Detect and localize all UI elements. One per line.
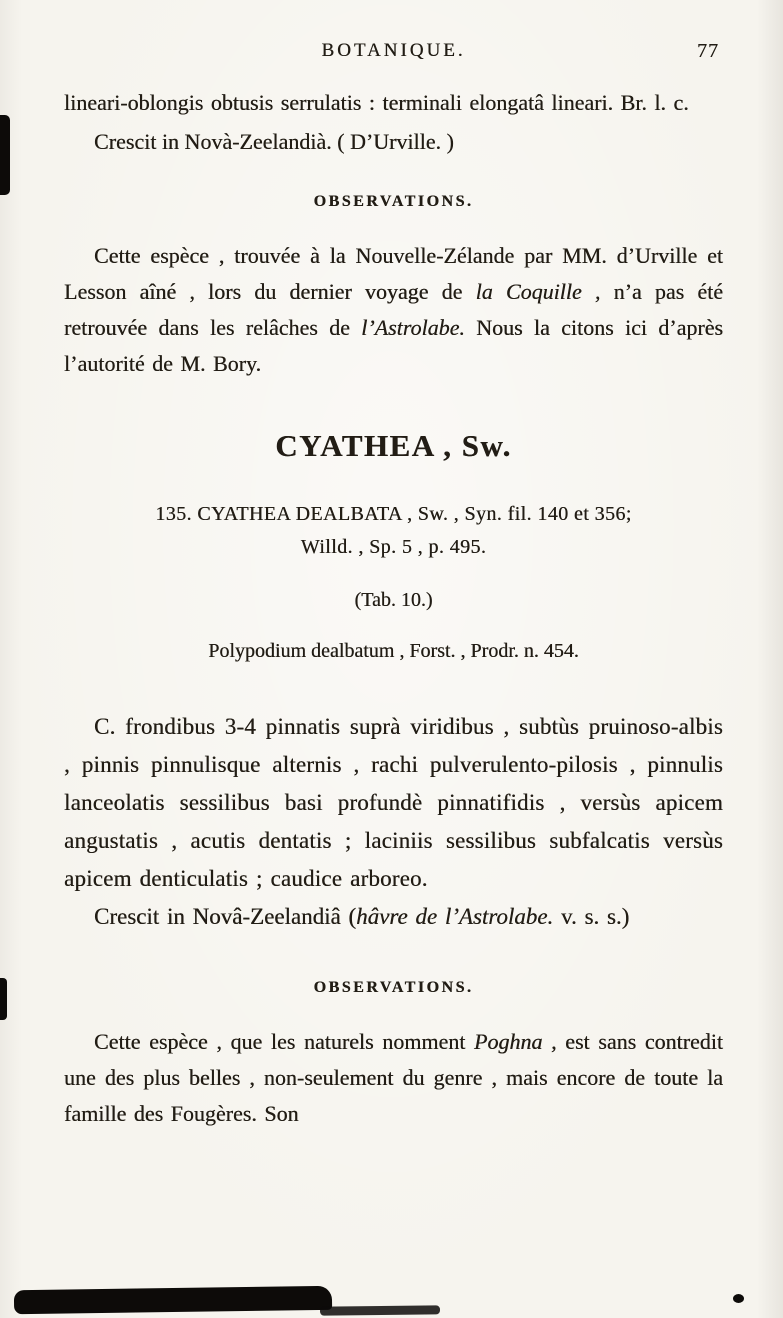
observations-paragraph-1: [64, 238, 723, 382]
habitat-line-2: [64, 898, 723, 936]
text-segment: Crescit in Novà-Zeelandià. ( D’Urville. ): [94, 129, 454, 154]
text-segment: hâvre de l’Astrolabe.: [356, 904, 554, 929]
text-segment: n’a pas été retrouvée dans les relâches de: [64, 279, 724, 340]
observations-heading-2: OBSERVATIONS.: [313, 979, 474, 996]
text-segment: lineari-oblongis obtusis serrulatis : terminali elongatâ lineari. Br. l. c.: [64, 90, 689, 115]
scan-artifact-left-top: [0, 115, 10, 195]
text-segment: v. s. s.): [553, 904, 630, 929]
text-segment: Cette espèce , trouvée à la Nouvelle-Zélande par MM. d’Urville et Lesson aîné , lors du dernier voyage de: [64, 243, 723, 304]
text-segment: Cette espèce , que les naturels nomment: [94, 1029, 474, 1054]
text-segment: la Coquille ,: [475, 279, 601, 304]
synonym-line: Polypodium dealbatum , Forst. , Prodr. n. 454.: [208, 640, 579, 662]
species-citation-line-1: 135. CYATHEA DEALBATA , Sw. , Syn. fil. 140 et 356;: [155, 503, 632, 525]
observations-heading-1: OBSERVATIONS.: [313, 193, 474, 210]
paragraph-continuation: [64, 86, 723, 119]
page-header: [64, 40, 723, 64]
genus-heading: CYATHEA , Sw.: [275, 428, 512, 463]
text-segment: est sans contredit une des plus belles , non-seulement du genre , mais encore de toute la famille des Fougères. Son: [64, 1029, 723, 1126]
observations-paragraph-2: [64, 1024, 723, 1132]
text-segment: Crescit in Novâ-Zeelandiâ (: [94, 904, 357, 929]
plate-reference: (Tab. 10.): [354, 589, 433, 611]
text-segment: C. frondibus 3-4 pinnatis suprà viridibus , subtùs pruinoso-albis , pinnis pinnulisque alternis , rachi pulverulento-pilosis , pinnulis lanceolatis sessilibus basi profundè pinnatifidis , versùs apicem angustatis , acutis dentatis ; laciniis sessilibus subfalcatis versùs apicem denticulatis ; caudice arboreo.: [64, 714, 723, 891]
text-segment: Nous la citons ici d’après l’autorité de M. Bory.: [64, 315, 723, 376]
species-citation-line-2: Willd. , Sp. 5 , p. 495.: [300, 536, 487, 558]
scan-artifact-bottom: [14, 1286, 332, 1314]
scan-artifact-left-middle: [0, 978, 7, 1020]
habitat-line-1: [64, 125, 723, 158]
text-segment: Poghna ,: [473, 1029, 557, 1054]
text-segment: l’Astrolabe.: [361, 315, 465, 340]
running-title: BOTANIQUE.: [321, 40, 466, 61]
scan-artifact-bottom-tail: [320, 1305, 440, 1315]
page-number: 77: [697, 40, 719, 62]
diagnosis-paragraph: [64, 708, 723, 898]
species-citation: [64, 498, 723, 564]
scan-artifact-dot: [733, 1294, 744, 1303]
